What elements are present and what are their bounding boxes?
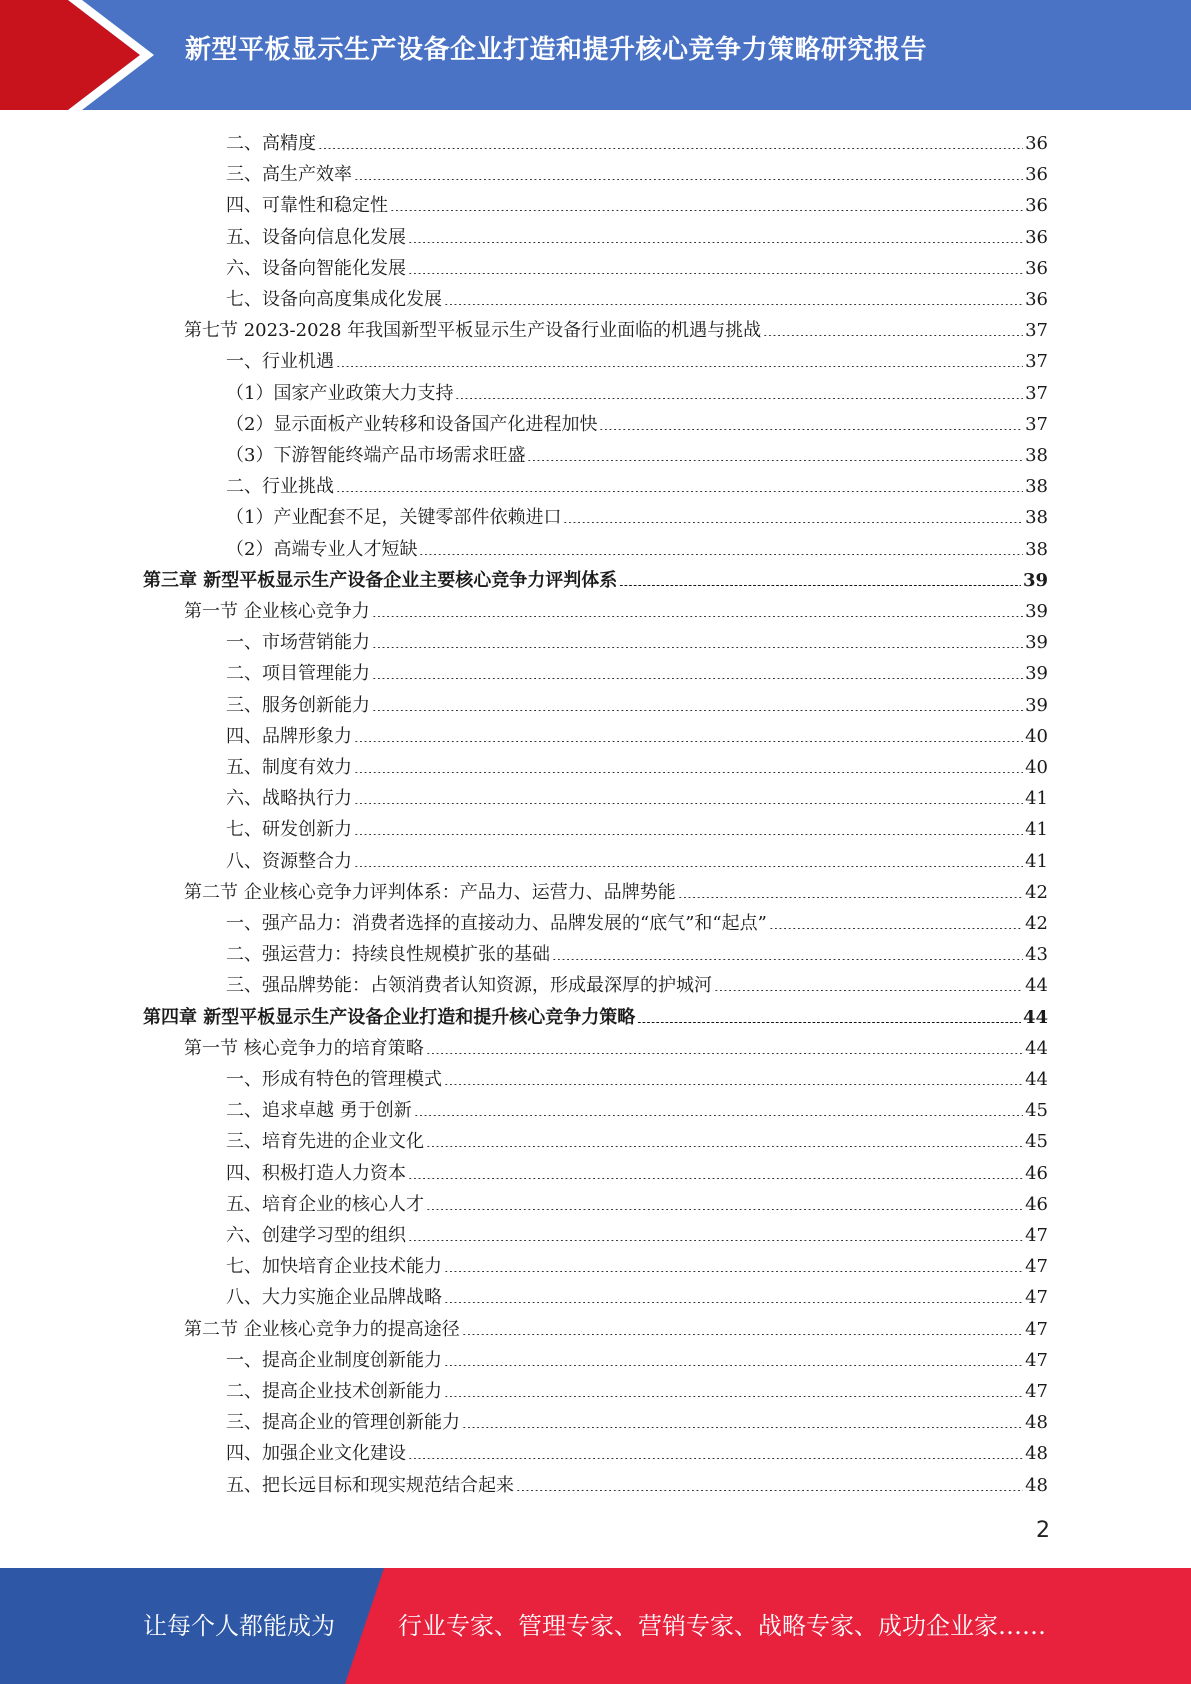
toc-dot-leader: [619, 585, 1021, 586]
toc-entry-title: 三、服务创新能力: [226, 694, 370, 716]
toc-entry-title: 一、市场营销能力: [226, 632, 370, 654]
toc-entry-title: （1）国家产业政策大力支持: [226, 382, 454, 404]
toc-item-entry[interactable]: [226, 970, 1048, 1001]
toc-dot-leader: [408, 242, 1023, 243]
toc-entry-title: 第一节 核心竞争力的培育策略: [184, 1037, 424, 1059]
toc-page-number: 46: [1025, 1162, 1048, 1184]
toc-item-entry[interactable]: [226, 1251, 1048, 1282]
toc-item-entry[interactable]: [226, 159, 1048, 190]
toc-page-number: 48: [1025, 1474, 1048, 1496]
toc-dot-leader: [462, 1427, 1023, 1428]
toc-page-number: 41: [1025, 819, 1048, 841]
toc-dot-leader: [372, 710, 1023, 711]
toc-item-entry[interactable]: [226, 783, 1048, 814]
toc-entry-title: 二、项目管理能力: [226, 663, 370, 685]
page-header: [0, 0, 1191, 110]
toc-page-number: 39: [1025, 632, 1048, 654]
toc-page-number: 47: [1025, 1381, 1048, 1402]
toc-item-entry[interactable]: [226, 190, 1048, 221]
toc-dot-leader: [444, 1365, 1023, 1366]
toc-dot-leader: [336, 491, 1023, 492]
toc-page-number: 45: [1025, 1100, 1048, 1122]
toc-entry-title: 二、提高企业技术创新能力: [226, 1381, 442, 1402]
toc-item-entry[interactable]: [226, 846, 1048, 877]
toc-page-number: 41: [1025, 850, 1048, 872]
toc-item-entry[interactable]: [226, 690, 1048, 721]
toc-item-entry[interactable]: [226, 284, 1048, 315]
toc-entry-title: 第二节 企业核心竞争力评判体系：产品力、运营力、品牌势能: [184, 881, 676, 903]
toc-dot-leader: [426, 1053, 1023, 1054]
toc-item-entry[interactable]: [226, 939, 1048, 970]
toc-dot-leader: [763, 335, 1023, 336]
toc-dot-leader: [408, 1178, 1023, 1179]
toc-item-entry[interactable]: [226, 471, 1048, 502]
toc-entry-title: 一、行业机遇: [226, 351, 334, 373]
toc-page-number: 38: [1025, 538, 1048, 560]
toc-entry-title: 七、研发创新力: [226, 819, 352, 841]
toc-page-number: 48: [1025, 1443, 1048, 1465]
toc-entry-title: 五、制度有效力: [226, 757, 352, 778]
toc-entry-title: 第二节 企业核心竞争力的提高途径: [184, 1318, 460, 1340]
toc-entry-title: 五、设备向信息化发展: [226, 226, 406, 248]
toc-entry-title: 四、加强企业文化建设: [226, 1443, 406, 1465]
footer-slogan-left: 让每个人都能成为: [143, 1612, 335, 1640]
toc-entry-title: 第七节 2023-2028 年我国新型平板显示生产设备行业面临的机遇与挑战: [184, 320, 762, 342]
toc-page-number: 47: [1025, 1287, 1048, 1309]
toc-entry-title: （1）产业配套不足，关键零部件依赖进口: [226, 507, 562, 529]
toc-page-number: 44: [1022, 1006, 1048, 1028]
toc-dot-leader: [444, 1271, 1023, 1272]
toc-page-number: 36: [1025, 226, 1048, 248]
toc-entry-title: 四、品牌形象力: [226, 725, 352, 747]
toc-dot-leader: [455, 398, 1023, 399]
report-title: 新型平板显示生产设备企业打造和提升核心竞争力策略研究报告: [185, 35, 928, 65]
toc-item-entry[interactable]: [226, 440, 1048, 471]
toc-dot-leader: [769, 928, 1023, 929]
toc-entry-title: 二、强运营力：持续良性规模扩张的基础: [226, 944, 550, 966]
toc-page-number: 36: [1025, 164, 1048, 186]
toc-item-entry[interactable]: [226, 222, 1048, 253]
toc-item-entry[interactable]: [226, 1064, 1048, 1095]
toc-dot-leader: [354, 866, 1023, 867]
toc-section-entry[interactable]: [184, 1033, 1048, 1064]
toc-item-entry[interactable]: [226, 1220, 1048, 1251]
toc-dot-leader: [714, 990, 1023, 991]
toc-entry-title: （3）下游智能终端产品市场需求旺盛: [226, 445, 526, 466]
toc-chapter-entry[interactable]: [143, 1002, 1048, 1033]
toc-page-number: 44: [1025, 975, 1048, 997]
toc-page-number: 36: [1025, 195, 1048, 217]
toc-item-entry[interactable]: [226, 1407, 1048, 1438]
toc-page-number: 37: [1025, 382, 1048, 404]
toc-item-entry[interactable]: [226, 814, 1048, 845]
toc-item-entry[interactable]: [226, 1438, 1048, 1469]
toc-page-number: 36: [1025, 257, 1048, 279]
toc-page-number: 37: [1025, 320, 1048, 342]
toc-entry-title: （2）高端专业人才短缺: [226, 538, 418, 560]
toc-entry-title: 三、提高企业的管理创新能力: [226, 1412, 460, 1434]
toc-page-number: 38: [1025, 445, 1048, 466]
toc-dot-leader: [678, 897, 1023, 898]
toc-entry-title: 四、可靠性和稳定性: [226, 195, 388, 217]
toc-section-entry[interactable]: [184, 1314, 1048, 1345]
toc-item-entry[interactable]: [226, 1095, 1048, 1126]
toc-dot-leader: [563, 522, 1023, 523]
toc-entry-title: 一、形成有特色的管理模式: [226, 1069, 442, 1090]
page-footer: [0, 1568, 1191, 1684]
toc-page-number: 39: [1022, 569, 1048, 591]
toc-entry-title: 第四章 新型平板显示生产设备企业打造和提升核心竞争力策略: [143, 1006, 636, 1028]
toc-page-number: 47: [1025, 1318, 1048, 1340]
toc-item-entry[interactable]: [226, 1158, 1048, 1189]
toc-section-entry[interactable]: [184, 877, 1048, 908]
toc-dot-leader: [414, 1115, 1023, 1116]
toc-page-number: 42: [1025, 913, 1048, 934]
toc-item-entry[interactable]: [226, 721, 1048, 752]
toc-dot-leader: [354, 179, 1023, 180]
toc-dot-leader: [444, 304, 1023, 305]
toc-item-entry[interactable]: [226, 1376, 1048, 1407]
toc-dot-leader: [637, 1022, 1021, 1023]
toc-page-number: 45: [1025, 1131, 1048, 1153]
toc-entry-title: 六、创建学习型的组织: [226, 1225, 406, 1246]
toc-section-entry[interactable]: [184, 315, 1048, 346]
toc-item-entry[interactable]: [226, 128, 1048, 159]
toc-dot-leader: [426, 1146, 1023, 1147]
toc-item-entry[interactable]: [226, 1189, 1048, 1220]
toc-page-number: 47: [1025, 1349, 1048, 1371]
toc-section-entry[interactable]: [184, 596, 1048, 627]
toc-entry-title: 四、积极打造人力资本: [226, 1162, 406, 1184]
toc-entry-title: 五、培育企业的核心人才: [226, 1193, 424, 1215]
toc-page-number: 46: [1025, 1193, 1048, 1215]
toc-dot-leader: [372, 616, 1023, 617]
footer-slogan-right: 行业专家、管理专家、营销专家、战略专家、成功企业家……: [398, 1612, 1046, 1640]
toc-dot-leader: [318, 148, 1023, 149]
toc-dot-leader: [516, 1490, 1023, 1491]
toc-item-entry[interactable]: [226, 752, 1048, 783]
toc-entry-title: 五、把长远目标和现实规范结合起来: [226, 1474, 514, 1496]
toc-item-entry[interactable]: [226, 627, 1048, 658]
toc-dot-leader: [390, 210, 1023, 211]
toc-item-entry[interactable]: [226, 502, 1048, 533]
toc-entry-title: 第三章 新型平板显示生产设备企业主要核心竞争力评判体系: [143, 569, 618, 591]
toc-item-entry[interactable]: [226, 1345, 1048, 1376]
page-number: 2: [1036, 1518, 1050, 1543]
toc-page-number: 38: [1025, 507, 1048, 529]
toc-dot-leader: [408, 1458, 1023, 1459]
toc-item-entry[interactable]: [226, 658, 1048, 689]
toc-dot-leader: [354, 803, 1023, 804]
toc-page-number: 44: [1025, 1037, 1048, 1059]
toc-entry-title: 八、大力实施企业品牌战略: [226, 1287, 442, 1309]
toc-dot-leader: [599, 429, 1023, 430]
toc-entry-title: （2）显示面板产业转移和设备国产化进程加快: [226, 413, 598, 435]
toc-page-number: 40: [1025, 757, 1048, 778]
toc-item-entry[interactable]: [226, 409, 1048, 440]
toc-entry-title: 第一节 企业核心竞争力: [184, 601, 370, 622]
toc-item-entry[interactable]: [226, 253, 1048, 284]
toc-entry-title: 八、资源整合力: [226, 850, 352, 872]
toc-page-number: 43: [1025, 944, 1048, 966]
toc-entry-title: 二、高精度: [226, 133, 316, 154]
toc-entry-title: 七、设备向高度集成化发展: [226, 289, 442, 310]
toc-page-number: 47: [1025, 1225, 1048, 1246]
toc-page-number: 41: [1025, 788, 1048, 810]
toc-dot-leader: [408, 1240, 1023, 1241]
toc-item-entry[interactable]: [226, 1470, 1048, 1501]
toc-page-number: 39: [1025, 694, 1048, 716]
toc-item-entry[interactable]: [226, 1126, 1048, 1157]
toc-item-entry[interactable]: [226, 378, 1048, 409]
toc-dot-leader: [372, 647, 1023, 648]
toc-dot-leader: [408, 273, 1023, 274]
toc-entry-title: 六、战略执行力: [226, 788, 352, 810]
toc-page-number: 39: [1025, 601, 1048, 622]
toc-dot-leader: [527, 460, 1023, 461]
toc-page-number: 48: [1025, 1412, 1048, 1434]
toc-entry-title: 一、提高企业制度创新能力: [226, 1349, 442, 1371]
toc-entry-title: 六、设备向智能化发展: [226, 257, 406, 279]
toc-dot-leader: [354, 772, 1023, 773]
toc-entry-title: 三、培育先进的企业文化: [226, 1131, 424, 1153]
toc-item-entry[interactable]: [226, 908, 1048, 939]
toc-entry-title: 一、强产品力：消费者选择的直接动力、品牌发展的“底气”和“起点”: [226, 913, 767, 934]
toc-entry-title: 三、高生产效率: [226, 164, 352, 186]
toc-page-number: 44: [1025, 1069, 1048, 1090]
toc-page-number: 39: [1025, 663, 1048, 685]
toc-entry-title: 三、强品牌势能：占领消费者认知资源，形成最深厚的护城河: [226, 975, 712, 997]
toc-page-number: 36: [1025, 289, 1048, 310]
toc-page-number: 47: [1025, 1256, 1048, 1278]
toc-dot-leader: [354, 741, 1023, 742]
toc-page-number: 42: [1025, 881, 1048, 903]
toc-dot-leader: [419, 554, 1023, 555]
toc-item-entry[interactable]: [226, 534, 1048, 565]
toc-page-number: 37: [1025, 413, 1048, 435]
toc-dot-leader: [462, 1334, 1023, 1335]
toc-dot-leader: [426, 1209, 1023, 1210]
toc-entry-title: 二、追求卓越 勇于创新: [226, 1100, 412, 1122]
toc-dot-leader: [444, 1302, 1023, 1303]
toc-dot-leader: [444, 1084, 1023, 1085]
toc-dot-leader: [354, 834, 1023, 835]
toc-entry-title: 七、加快培育企业技术能力: [226, 1256, 442, 1278]
toc-dot-leader: [444, 1396, 1023, 1397]
toc-item-entry[interactable]: [226, 346, 1048, 377]
toc-dot-leader: [372, 678, 1023, 679]
toc-page-number: 36: [1025, 133, 1048, 154]
toc-dot-leader: [336, 366, 1023, 367]
toc-page-number: 40: [1025, 725, 1048, 747]
toc-item-entry[interactable]: [226, 1282, 1048, 1313]
toc-page-number: 37: [1025, 351, 1048, 373]
toc-page-number: 38: [1025, 476, 1048, 498]
toc-dot-leader: [552, 959, 1023, 960]
toc-chapter-entry[interactable]: [143, 565, 1048, 596]
toc-entry-title: 二、行业挑战: [226, 476, 334, 498]
